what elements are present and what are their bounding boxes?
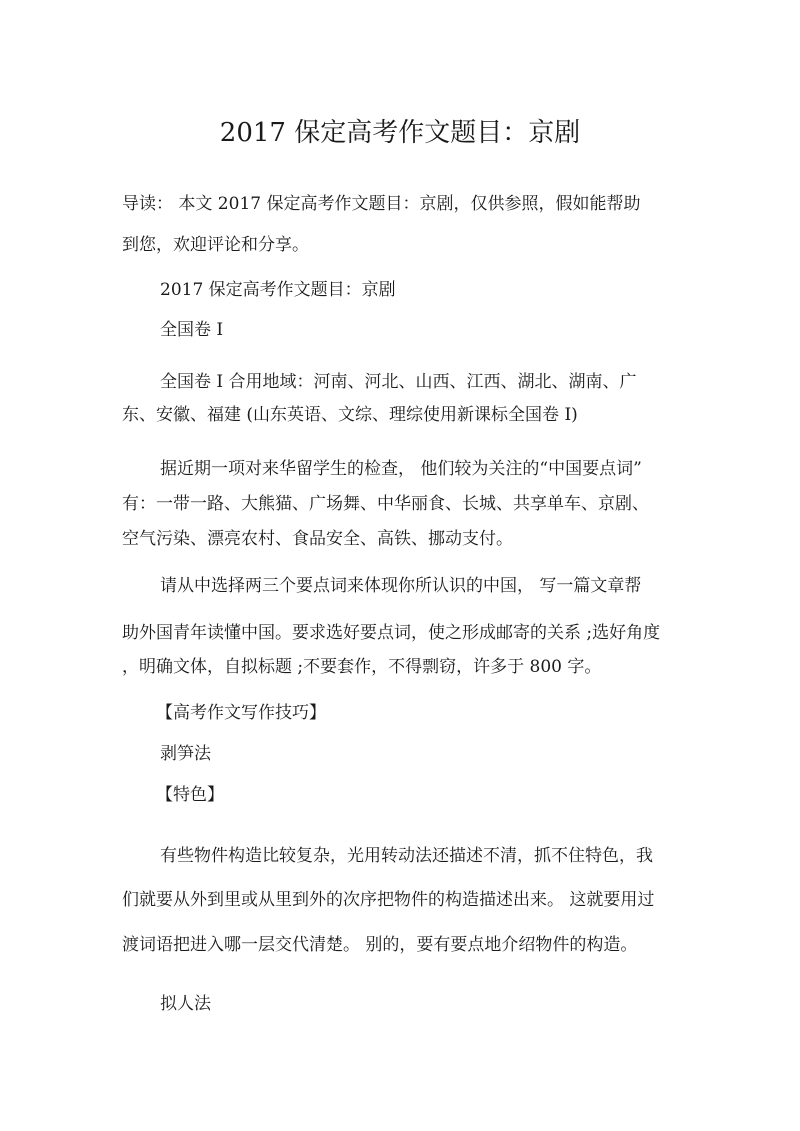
- requirement-line-1: 请从中选择两三个要点词来体现你所认识的中国， 写一篇文章帮: [160, 576, 642, 596]
- page-title: 2017 保定高考作文题目：京剧: [219, 118, 581, 148]
- subtitle: 2017 保定高考作文题目：京剧: [160, 280, 396, 300]
- regions-line-2: 东、安徽、福建 (山东英语、文综、理综使用新课标全国卷 I): [122, 405, 578, 425]
- requirement-line-2: 助外国青年读懂中国。要求选好要点词，使之形成邮寄的关系 ;选好角度: [122, 623, 661, 643]
- requirement-line-3: ，明确文体，自拟标题 ;不要套作，不得剽窃，许多于 800 字。: [122, 657, 602, 677]
- feature-line-3: 渡词语把进入哪一层交代清楚。 别的，要有要点地介绍物件的构造。: [122, 935, 638, 955]
- prompt-line-1: 据近期一项对来华留学生的检查， 他们较为关注的“中国要点词”: [160, 459, 642, 479]
- prompt-line-2: 有：一带一路、大熊猫、广场舞、中华丽食、长城、共享单车、京剧、: [122, 494, 649, 514]
- method-1-heading: 剥笋法: [160, 744, 211, 764]
- tips-heading: 【高考作文写作技巧】: [156, 703, 326, 723]
- paper-name: 全国卷 I: [160, 320, 224, 340]
- prompt-line-3: 空气污染、漂亮农村、食品安全、高铁、挪动支付。: [122, 529, 513, 549]
- regions-line-1: 全国卷 I 合用地域：河南、河北、山西、江西、湖北、湖南、广: [160, 372, 637, 392]
- feature-line-2: 们就要从外到里或从里到外的次序把物件的构造描述出来。 这就要用过: [122, 890, 655, 910]
- feature-heading: 【特色】: [156, 785, 224, 805]
- intro-line-2: 到您，欢迎评论和分享。: [122, 235, 309, 255]
- intro-line-1: 导读： 本文 2017 保定高考作文题目：京剧，仅供参照，假如能帮助: [122, 194, 641, 214]
- feature-line-1: 有些物件构造比较复杂，光用转动法还描述不清，抓不住特色，我: [160, 846, 653, 866]
- method-2-heading: 拟人法: [160, 994, 211, 1014]
